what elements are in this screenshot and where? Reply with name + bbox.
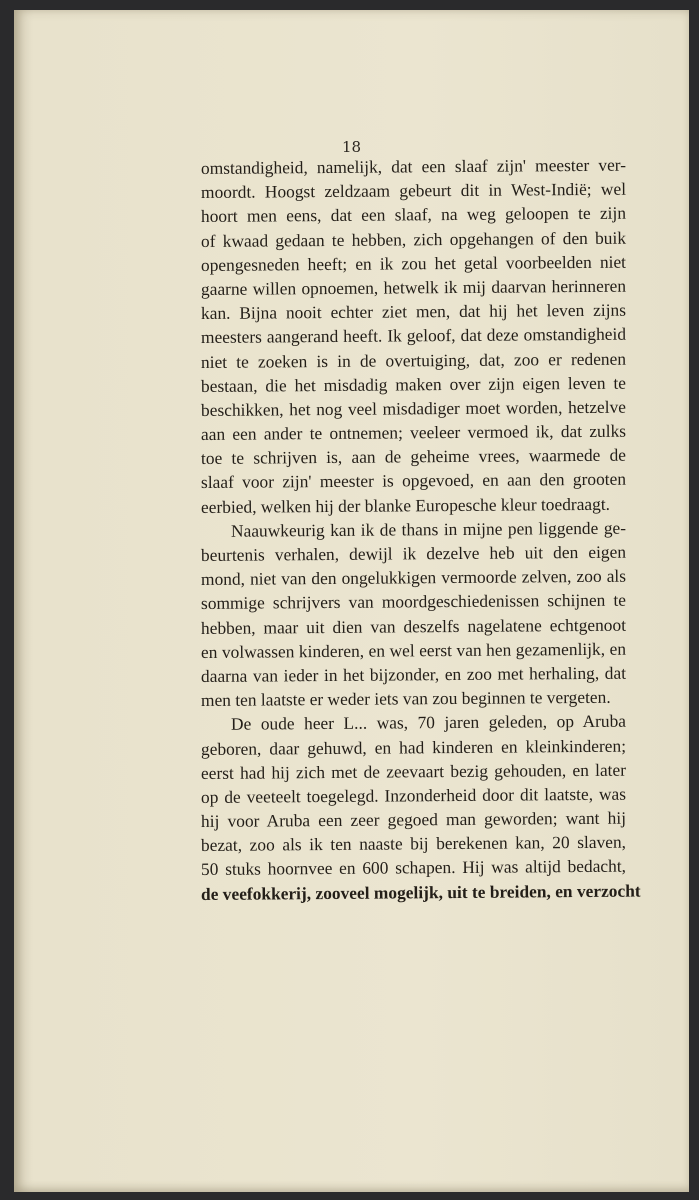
text-line: de veefokkerij, zooveel mogelijk, uit te breiden, en verzocht xyxy=(200,880,641,904)
page-number: 18 xyxy=(341,138,362,156)
text-line: kan. Bijna nooit echter ziet men, dat hij het leven zijns xyxy=(200,299,627,324)
text-line: beurtenis verhalen, dewijl ik dezelve heb uit den eigen xyxy=(200,541,627,565)
text-line: toe te schrijven is, aan de geheime vrees, waarmede de xyxy=(200,444,627,469)
text-line: mond, niet van den ongelukkigen vermoorde zelven, zoo als xyxy=(200,565,627,590)
text-line: hoort men eens, dat een slaaf, na weg geloopen te zijn xyxy=(200,203,627,227)
text-line: daarna van ieder in het bijzonder, en zoo met herhaling, dat xyxy=(200,662,627,686)
text-line: meesters aangerand heeft. Ik geloof, dat deze omstandigheid xyxy=(200,323,627,348)
text-line: hij voor Aruba een zeer gegoed man geworden; want hij xyxy=(200,807,627,832)
text-line: bestaan, die het misdadig maken over zijn eigen leven te xyxy=(200,372,627,396)
text-line: sommige schrijvers van moordgeschiedenissen schijnen te xyxy=(200,590,627,614)
text-line: aan een ander te ontnemen; veeleer vermoed ik, dat zulks xyxy=(200,420,627,445)
text-line: niet te zoeken is in de overtuiging, dat, zoo er redenen xyxy=(200,348,627,372)
text-line: Naauwkeurig kan ik de thans in mijne pen liggende ge- xyxy=(230,517,627,541)
text-line: 50 stuks hoornvee en 600 schapen. Hij was altijd bedacht, xyxy=(200,856,627,880)
text-line: hebben, maar uit dien van deszelfs nagelatene echtgenoot xyxy=(200,614,627,638)
text-line: omstandigheid, namelijk, dat een slaaf zijn' meester ver- xyxy=(200,154,627,178)
text-line: op de veeteelt toegelegd. Inzonderheid door dit laatste, was xyxy=(200,783,627,807)
text-line: gaarne willen opnoemen, hetwelk ik mij daarvan herinneren xyxy=(200,275,627,299)
text-line: slaaf voor zijn' meester is opgevoed, en aan den grooten xyxy=(200,469,627,493)
text-line: eerbied, welken hij der blanke Europesche kleur toedraagt. xyxy=(200,493,611,517)
text-line: moordt. Hoogst zeldzaam gebeurt dit in West-Indië; wel xyxy=(200,178,627,203)
text-line: De oude heer L... was, 70 jaren geleden, op Aruba xyxy=(230,710,627,735)
body-text xyxy=(200,154,641,906)
text-line: of kwaad gedaan te hebben, zich opgehangen of den buik xyxy=(200,227,627,251)
text-line: beschikken, het nog veel misdadiger moet worden, hetzelve xyxy=(200,396,627,420)
text-line: en volwassen kinderen, en wel eerst van hen gezamenlijk, en xyxy=(200,638,627,662)
text-line: geboren, daar gehuwd, en had kinderen en kleinkinderen; xyxy=(200,735,627,759)
text-line: opengesneden heeft; en ik zou het getal voorbeelden niet xyxy=(200,251,627,275)
text-line: men ten laatste er weder iets van zou beginnen te vergeten. xyxy=(200,686,611,711)
text-line: eerst had hij zich met de zeevaart bezig gehouden, en later xyxy=(200,759,627,783)
text-line: bezat, zoo als ik ten naaste bij berekenen kan, 20 slaven, xyxy=(200,831,627,856)
